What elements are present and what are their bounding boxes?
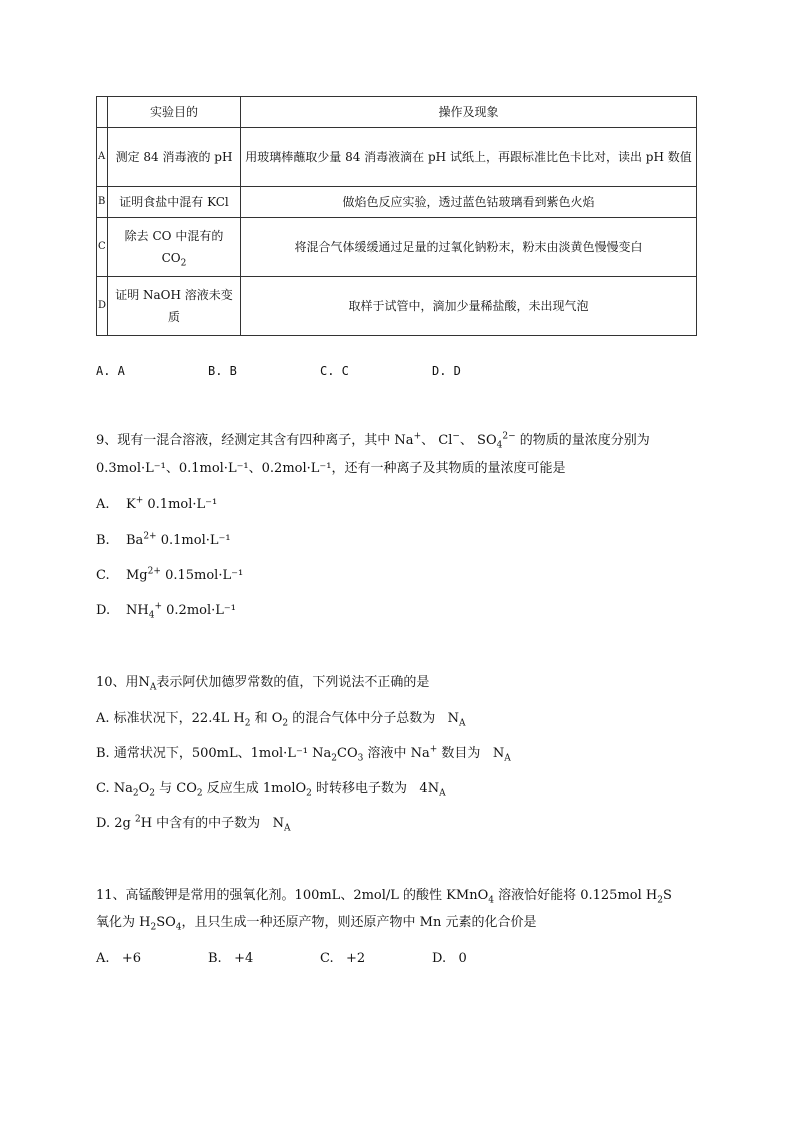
option-label: C. [96,568,110,583]
text: 氧化为 H [96,915,151,930]
ion-na: Na [394,433,414,448]
ion-so4: SO [477,433,497,448]
charge: 2+ [147,566,161,577]
row-purpose: 证明食盐中混有 KCl [108,187,241,218]
text: 表示阿伏加德罗常数的值，下列说法不正确的是 [156,675,430,690]
header-operation: 操作及现象 [241,97,697,128]
option-c[interactable]: C. C [320,364,349,378]
subscript: 2 [331,753,338,764]
subscript: 3 [357,753,364,764]
subscript: 2 [244,718,251,729]
subscript: A [504,753,511,764]
text: 9、现有一混合溶液，经测定其含有四种离子，其中 [96,433,391,448]
subscript: A [439,788,446,799]
q9-option-c[interactable] [96,567,243,585]
subscript: A [283,823,291,834]
option-b[interactable]: B. B [208,364,237,378]
option-c[interactable]: C. +2 [320,951,366,966]
text: 时转移电子数为 [311,781,408,796]
concentration: 0.15mol·L⁻¹ [165,568,244,583]
q9-option-d[interactable] [96,602,236,620]
text: H 中含有的中子数为 [140,816,261,831]
concentration: 0.1mol·L⁻¹ [147,497,218,512]
row-letter: C [97,218,108,277]
header-letter-cell [97,97,108,128]
text: 4N [419,781,440,796]
ion: Ba [126,533,144,548]
subscript: 2 [150,922,157,933]
ion: K [126,497,136,512]
ion: NH [126,603,149,618]
subscript: A [149,682,157,693]
text: 溶液中 Na [363,746,430,761]
text: 与 CO [155,781,197,796]
subscript: 2 [149,788,156,799]
formula: CO [161,251,181,265]
q10-option-d[interactable] [96,815,290,833]
subscript: 4 [496,440,503,451]
q11-stem-line2 [96,914,536,932]
text: O [138,781,150,796]
q10-stem [96,674,429,692]
text: 数目为 [437,746,481,761]
table-row [97,218,697,277]
symbol-n: N [138,675,150,690]
q10-option-c[interactable] [96,780,446,798]
text: 溶液恰好能将 0.125mol H [493,888,658,903]
text: 的混合气体中分子总数为 [288,711,436,726]
q11-stem-line1 [96,887,672,905]
text: C. Na [96,781,133,796]
q9-stem-line1: 9、现有一混合溶液，经测定其含有四种离子，其中 Na+、 Cl−、 $SO_4^{2-}$ 的物质的量浓度分别为 [96,431,650,451]
text: 11、高锰酸钾是常用的强氧化剂。100mL、2mol/L 的酸性 KMnO [96,888,489,903]
concentration: 0.1mol·L⁻¹ [160,533,231,548]
text: A. 标准状况下，22.4L H [96,711,245,726]
row-operation: 将混合气体缓缓通过足量的过氧化钠粉末，粉末由淡黄色慢慢变白 [241,218,697,277]
text: 10、用 [96,675,139,690]
row-letter: B [97,187,108,218]
row-purpose: 测定 84 消毒液的 pH [108,128,241,187]
subscript: 2 [657,895,663,906]
symbol-n: N [272,816,284,831]
isotope-mass: 2 [134,814,141,825]
table-header-row [97,97,697,128]
row-operation: 做焰色反应实验，透过蓝色钴玻璃看到紫色火焰 [241,187,697,218]
ion-cl: Cl [438,433,453,448]
q10-option-b[interactable] [96,745,511,763]
option-d[interactable]: D. D [432,364,461,378]
concentration: 0.2mol·L⁻¹ [166,603,236,618]
text: 和 O [250,711,283,726]
subscript: A [459,718,466,729]
text: SO [156,915,176,930]
option-d[interactable]: D. 0 [432,951,467,966]
header-purpose: 实验目的 [108,97,241,128]
row-operation: 用玻璃棒蘸取少量 84 消毒液滴在 pH 试纸上，再跟标准比色卡比对，读出 pH 数值 [241,128,697,187]
ion: Mg [126,568,148,583]
text: ，且只生成一种还原产物，则还原产物中 Mn 元素的化合价是 [181,915,537,930]
subscript: 4 [488,895,494,906]
option-a[interactable]: A. A [96,364,125,378]
subscript: 2 [180,258,187,269]
text: B. 通常状况下，500mL、1mol·L⁻¹ Na [96,746,332,761]
table-row [97,187,697,218]
option-label: D. [96,603,111,618]
q9-option-a[interactable] [96,496,217,514]
charge: + [413,431,422,442]
purpose-line [110,247,238,269]
subscript: 2 [306,788,312,799]
subscript: 4 [148,610,155,621]
option-label: A. [96,497,110,512]
subscript: 4 [175,922,182,933]
charge: + [135,495,144,506]
charge: 2− [502,431,516,442]
charge: + [429,744,438,755]
symbol-n: N [492,746,505,761]
q10-option-a[interactable] [96,710,466,728]
charge: 2+ [143,531,157,542]
text: 反应生成 1molO [202,781,307,796]
purpose-line: 证明 NaOH 溶液未变 [115,288,233,302]
table-row [97,128,697,187]
option-b[interactable]: B. +4 [208,951,254,966]
row-purpose [108,277,241,336]
experiment-table [96,96,697,336]
q9-option-b[interactable] [96,532,231,550]
option-label: B. [96,533,110,548]
subscript: 2 [282,718,289,729]
q9-stem-line2: 0.3mol·L⁻¹、0.1mol·L⁻¹、0.2mol·L⁻¹，还有一种离子及其物质的量浓度可能是 [96,461,566,476]
subscript: 2 [196,788,203,799]
purpose-line: 质 [167,310,180,324]
row-operation: 取样于试管中，滴加少量稀盐酸，未出现气泡 [241,277,697,336]
purpose-line: 除去 CO 中混有的 [124,229,224,243]
symbol-n: N [447,711,460,726]
charge: − [452,431,460,442]
row-purpose [108,218,241,277]
text: CO [337,746,358,761]
text: S [662,888,672,903]
table-row [97,277,697,336]
option-a[interactable]: A. +6 [96,951,142,966]
charge: + [154,601,162,612]
row-letter: A [97,128,108,187]
text: D. 2g [96,816,135,831]
text: 的物质的量浓度分别为 [519,433,650,448]
subscript: 2 [132,788,139,799]
row-letter: D [97,277,108,336]
